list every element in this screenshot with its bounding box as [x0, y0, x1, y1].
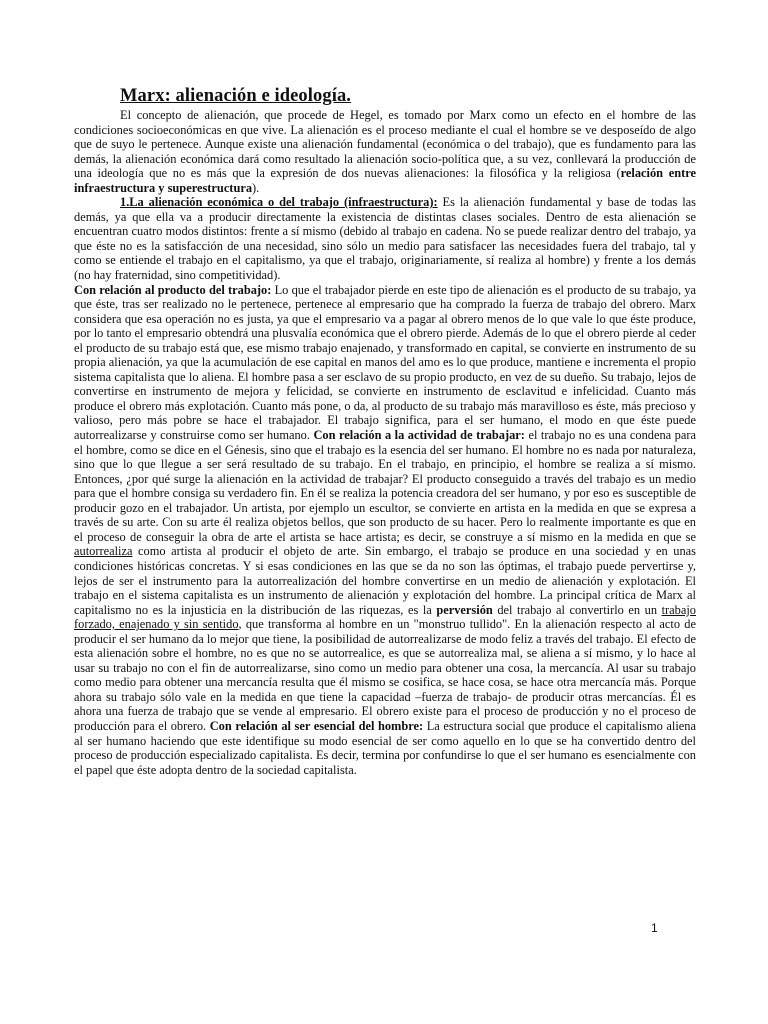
subheading-activity: Con relación a la actividad de trabajar:	[313, 428, 525, 443]
activity-text: el trabajo no es una condena para el hombre, como se dice en el Génesis, sino que el trabajo es la esencia del ser humano. El hombre no es nada por naturaleza, sino que lo que llegue a ser será resultado de su trabajo. En el trabajo, en principio, el hombre se realiza a sí mismo. Entonces, ¿por qué surge la alienación en la actividad de trabajar? El producto conseguido a través del trabajo es un medio para que el hombre consiga su verdadero fin. En él se realiza la potencia creadora del ser humano, y por eso es susceptible de producir gozo en el trabajador. Un artista, por ejemplo un escultor, se convierte en artista en la medida en que se expresa a través de su arte. Con su arte él realiza objetos bellos, que son producto de su hacer. Pero lo realmente importante es que en el proceso de conseguir la obra de arte el artista se hace artista; es decir, se construye a sí mismo en la medida en que se	[74, 428, 696, 544]
subheading-essential-being: Con relación al ser esencial del hombre:	[209, 718, 424, 733]
section-heading-economic: 1.La alienación económica o del trabajo (infraestructura):	[120, 195, 438, 210]
product-text: Lo que el trabajador pierde en este tipo de alienación es el producto de su trabajo, ya que éste, tras ser realizado no le pertenece, pertenece al empresario que ha comprado la fuerza de trabajo del obrero. Marx considera que esa operación no es justa, ya que el empresario va a pagar al obrero menos de lo que vale lo que éste produce, por lo tanto el empresario obtendrá una plusvalía económica que el obrero pierde. Además de lo que el obrero pierde al ceder el producto de su trabajo está que, ese mismo trabajo enajenado, y transformado en capital, se convierte en instrumento de su propia alienación, ya que la acumulación de ese capital en manos del amo es lo que produce, mantiene e incrementa el propio sistema capitalista que lo aliena. El hombre pasa a ser esclavo de su propio producto, en vez de su dueño. Su trabajo, lejos de convertirse en instrumento de mejora y felicidad, se convierte en instrumento de esclavitud e infelicidad. Cuanto más produce el obrero más explotación. Cuanto más pone, o da, al producto de su trabajo más maravilloso es éste, más precioso y valioso, pero más pobre se hace el trabajador. El trabajo significa, para el ser humano, el modo en que éste puede autorrealizarse y construirse como ser humano.	[74, 282, 696, 443]
document-title: Marx: alienación e ideología.	[120, 86, 352, 106]
economic-text: Es la alienación fundamental y base de todas las demás, ya que ella va a producir directamente la existencia de distintas clases sociales. Dentro de esta alienación se encuentran cuatro modos distintos: frente a sí mismo (debido al trabajo en cadena. No se puede realizar dentro del trabajo, ya que éste no es la satisfacción de una necesidad, sino sólo un medio para satisfacer las necesidades fuera del trabajo, tal y como se entiende el trabajo en el capitalismo, ya que el trabajo, originariamente, sí realiza al hombre) y frente a los demás (no hay fraternidad, sino competitividad).	[74, 195, 696, 283]
underlined-forced-labor: trabajo forzado, enajenado y sin sentido	[74, 602, 696, 632]
intro-text-end: ).	[252, 180, 260, 195]
intro-bold-relation: relación entre infraestructura y superestructura	[74, 166, 696, 195]
paragraph-economic-alienation	[74, 195, 696, 282]
bold-perversion: perversión	[436, 602, 493, 617]
paragraph-intro	[74, 108, 696, 195]
essential-being-text: La estructura social que produce el capitalismo aliena al ser humano haciendo que este identifique su modo esencial de ser como aquello en lo que se ha convertido dentro del proceso de producción especializado capitalista. Es decir, termina por confundirse lo que el ser humano es esencialmente con el papel que éste adopta dentro de la sociedad capitalista.	[74, 718, 696, 777]
paragraph-modes	[74, 283, 696, 778]
activity-text-3: del trabajo al convertirlo en un	[492, 602, 662, 617]
intro-text: El concepto de alienación, que procede de Hegel, es tomado por Marx como un efecto en el hombre de las condiciones socioeconómicas en que vive. La alienación es el proceso mediante el cual el hombre se ve desposeído de algo que de suyo le pertenece. Aunque existe una alienación fundamental (económica o del trabajo), que es fundamento para las demás, la alienación económica dará como resultado la alienación socio-política que, a su vez, conllevará la producción de una ideología que no es más que la expresión de dos nuevas alienaciones: la filosófica y la religiosa (	[74, 108, 696, 181]
page-number: 1	[651, 921, 658, 935]
subheading-product: Con relación al producto del trabajo:	[74, 282, 272, 297]
activity-text-2: como artista al producir el objeto de arte. Sin embargo, el trabajo se produce en una sociedad y en unas condiciones históricas concretas. Y si esas condiciones en las que se da no son las óptimas, el trabajo puede pervertirse y, lejos de ser el instrumento para la autorrealización del hombre convertirse en un medio de alienación y explotación. El trabajo en el sistema capitalista es un instrumento de alienación y explotación del hombre. La principal crítica de Marx al capitalismo no es la injusticia en la distribución de las riquezas, es la	[74, 544, 696, 617]
activity-text-4: , que transforma al hombre en un "monstruo tullido". En la alienación respecto al acto de producir el ser humano da lo mejor que tiene, la posibilidad de autorrealizarse de modo feliz a través del trabajo. El efecto de esta alienación sobre el hombre, no es que no se autorrealice, es que se autorrealiza mal, se aliena a sí mismo, y lo hace al usar su trabajo no con el fin de autorrealizarse, sino como un medio para obtener una cosa, la mercancía. Al usar su trabajo como medio para obtener una mercancía resulta que él mismo se cosifica, se hace cosa, se hace otra mercancía más. Porque ahora su trabajo sólo vale en la medida en que tiene la capacidad –fuerza de trabajo- de producir otras mercancías. Él es ahora una fuerza de trabajo que se vende al empresario. El obrero existe para el proceso de producción y no el proceso de producción para el obrero.	[74, 617, 696, 733]
document-body	[74, 108, 696, 777]
underlined-autorrealiza: autorrealiza	[74, 544, 133, 559]
